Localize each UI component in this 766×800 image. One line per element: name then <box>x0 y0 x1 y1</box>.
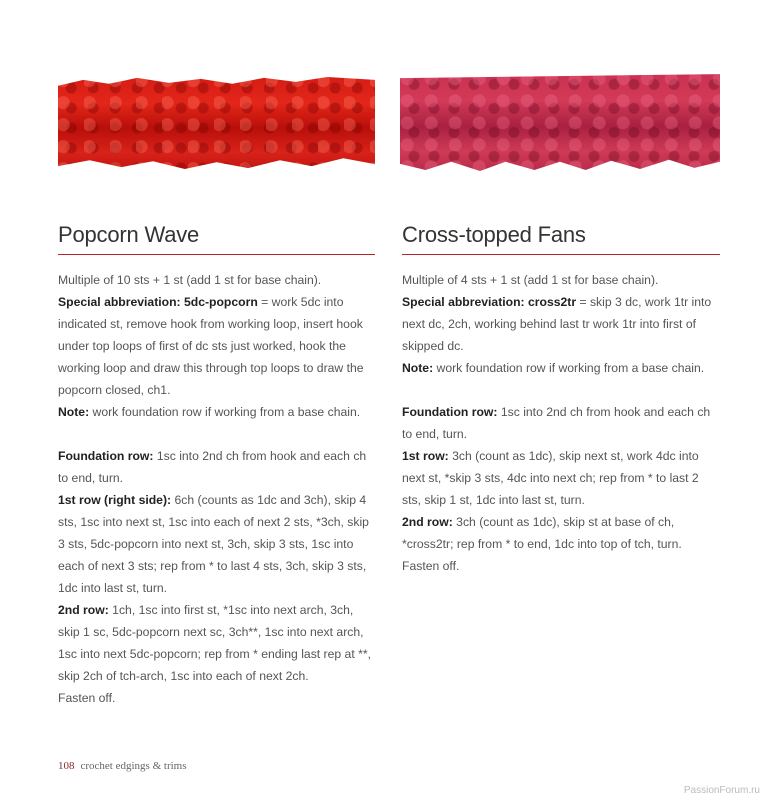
para-text: 1ch, 1sc into first st, *1sc into next arch, 3ch, skip 1 sc, 5dc-popcorn next sc, 3ch**, 1sc into next arch, 1sc into next 5dc-popcorn; rep from * ending last rep at **, skip 2ch of tch-arch, 1sc into each of next 2ch. <box>58 603 371 683</box>
para <box>402 291 720 357</box>
pattern-title: Cross-topped Fans <box>402 222 720 255</box>
para-label: Foundation row: <box>402 405 498 419</box>
para-label: 2nd row: <box>402 515 453 529</box>
para-label: Foundation row: <box>58 449 154 463</box>
para-text: = skip 3 dc, work 1tr into next dc, 2ch, working behind last tr work 1tr into first of skipped dc. <box>402 295 712 353</box>
para <box>402 401 720 445</box>
para <box>402 445 720 511</box>
watermark: PassionForum.ru <box>683 785 760 796</box>
para-label: 2nd row: <box>58 603 109 617</box>
page-footer <box>58 760 187 772</box>
para-label: 1st row: <box>402 449 449 463</box>
para-label: Special abbreviation: 5dc-popcorn <box>58 295 258 309</box>
para <box>58 269 375 291</box>
pattern-title: Popcorn Wave <box>58 222 375 255</box>
para-label: 1st row (right side): <box>58 493 172 507</box>
cross-topped-fans-swatch-photo <box>400 70 720 172</box>
para-label: Note: <box>402 361 434 375</box>
para <box>402 357 720 379</box>
para <box>402 511 720 555</box>
popcorn-wave-swatch-photo <box>58 74 375 172</box>
para-text: 1sc into 2nd ch from hook and each ch to end, turn. <box>58 449 367 485</box>
para-text: 6ch (counts as 1dc and 3ch), skip 4 sts, 1sc into next st, 1sc into each of next 2 sts, *3ch, skip 3 sts, 5dc-popcorn into next st, 3ch, skip 3 sts, 1sc into each of next 3 sts; rep from * to last 4 sts, 3ch, skip 3 sts, 1dc into last st, turn. <box>58 493 369 595</box>
pattern-popcorn-wave <box>58 222 375 709</box>
section-title: crochet edgings & trims <box>80 760 187 772</box>
pattern-cross-topped-fans <box>402 222 720 577</box>
pattern-instructions <box>402 269 720 577</box>
page-number: 108 <box>58 760 75 772</box>
para-text: = work 5dc into indicated st, remove hook from working loop, insert hook under top loops of first of dc sts just worked, hook the working loop and draw this through top loops to draw the popcorn closed, ch1. <box>58 295 364 397</box>
para-text: Fasten off. <box>58 691 116 705</box>
para-text: work foundation row if working from a base chain. <box>89 405 361 419</box>
para-text: Fasten off. <box>402 559 460 573</box>
para <box>58 291 375 401</box>
para <box>402 555 720 577</box>
para-text: 1sc into 2nd ch from hook and each ch to end, turn. <box>402 405 711 441</box>
para <box>58 489 375 599</box>
para <box>58 445 375 489</box>
para-text: Multiple of 10 sts + 1 st (add 1 st for base chain). <box>58 273 322 287</box>
para-text: 3ch (count as 1dc), skip next st, work 4dc into next st, *skip 3 sts, 4dc into next ch; rep from * to last 2 sts, skip 1 st, 1dc into last st, turn. <box>402 449 699 507</box>
pattern-instructions <box>58 269 375 709</box>
para-text: work foundation row if working from a base chain. <box>433 361 705 375</box>
para <box>58 687 375 709</box>
para <box>402 269 720 291</box>
para-text: Multiple of 4 sts + 1 st (add 1 st for base chain). <box>402 273 659 287</box>
para <box>58 599 375 687</box>
para <box>58 401 375 423</box>
para-text: 3ch (count as 1dc), skip st at base of ch, *cross2tr; rep from * to end, 1dc into top of tch, turn. <box>402 515 682 551</box>
para-label: Note: <box>58 405 90 419</box>
para-label: Special abbreviation: cross2tr <box>402 295 577 309</box>
